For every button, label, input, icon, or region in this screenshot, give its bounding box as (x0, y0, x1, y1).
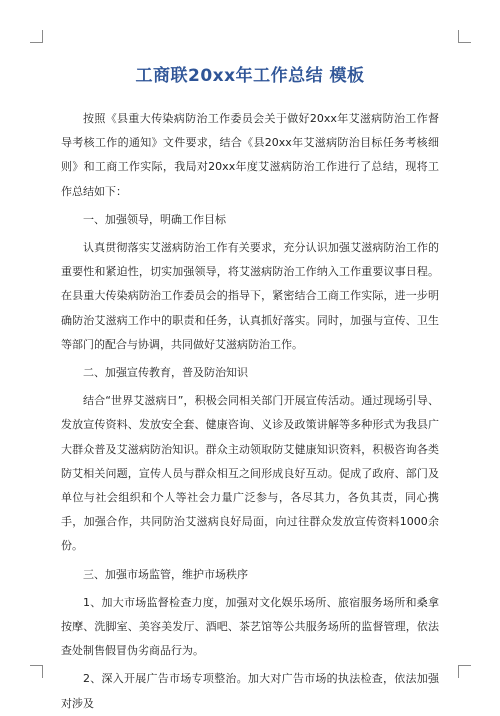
section-heading-1: 一、加强领导，明确工作目标 (83, 212, 226, 226)
section-3-item-2: 2、深入开展广告市场专项整治。加大对广告市场的执法检查，依法加强对涉及 (61, 672, 439, 710)
crop-mark-top-left (30, 30, 43, 43)
section-3-item-1: 1、加大市场监督检查力度，加强对文化娱乐场所、旅宿服务场所和桑拿按摩、洗脚室、美容美发厅、酒吧、茶艺馆等公共服务场所的监督管理，依法查处制售假冒伪劣商品行为。 (61, 595, 439, 658)
crop-mark-top-right (458, 30, 471, 43)
crop-mark-bottom-right (458, 665, 471, 678)
crop-mark-bottom-left (30, 665, 43, 678)
section-heading-3: 三、加强市场监管，维护市场秩序 (83, 567, 248, 581)
section-heading-2: 二、加强宣传教育，普及防治知识 (83, 366, 248, 380)
document-body (61, 107, 439, 716)
section-2-paragraph: 结合“世界艾滋病日”，积极会同相关部门开展宣传活动。通过现场引导、发放宣传资料、发放安全套、健康咨询、义诊及政策讲解等多种形式为我县广大群众普及艾滋病防治知识。群众主动领取防艾健康知识资料，积极咨询各类防艾相关问题，宣传人员与群众相互之间形成良好互动。促成了政府、部门及单位与社会组织和个人等社会力量广泛参与，各尽其力，各负其责，同心携手，加强合作，共同防治艾滋病良好局面，向过往群众发放宣传资料1000余份。 (61, 394, 439, 553)
intro-paragraph: 按照《县重大传染病防治工作委员会关于做好20xx年艾滋病防治工作督导考核工作的通知》文件要求，结合《县20xx年艾滋病防治目标任务考核细则》和工商工作实际，我局对20xx年度艾滋病防治工作进行了总结，现将工作总结如下： (61, 112, 439, 198)
section-1-paragraph: 认真贯彻落实艾滋病防治工作有关要求，充分认识加强艾滋病防治工作的重要性和紧迫性，切实加强领导，将艾滋病防治工作纳入工作重要议事日程。在县重大传染病防治工作委员会的指导下，紧密结合工商工作实际，进一步明确防治艾滋病工作中的职责和任务，认真抓好落实。同时，加强与宣传、卫生等部门的配合与协调，共同做好艾滋病防治工作。 (61, 241, 439, 351)
document-title: 工商联20xx年工作总结 模板 (135, 66, 365, 86)
